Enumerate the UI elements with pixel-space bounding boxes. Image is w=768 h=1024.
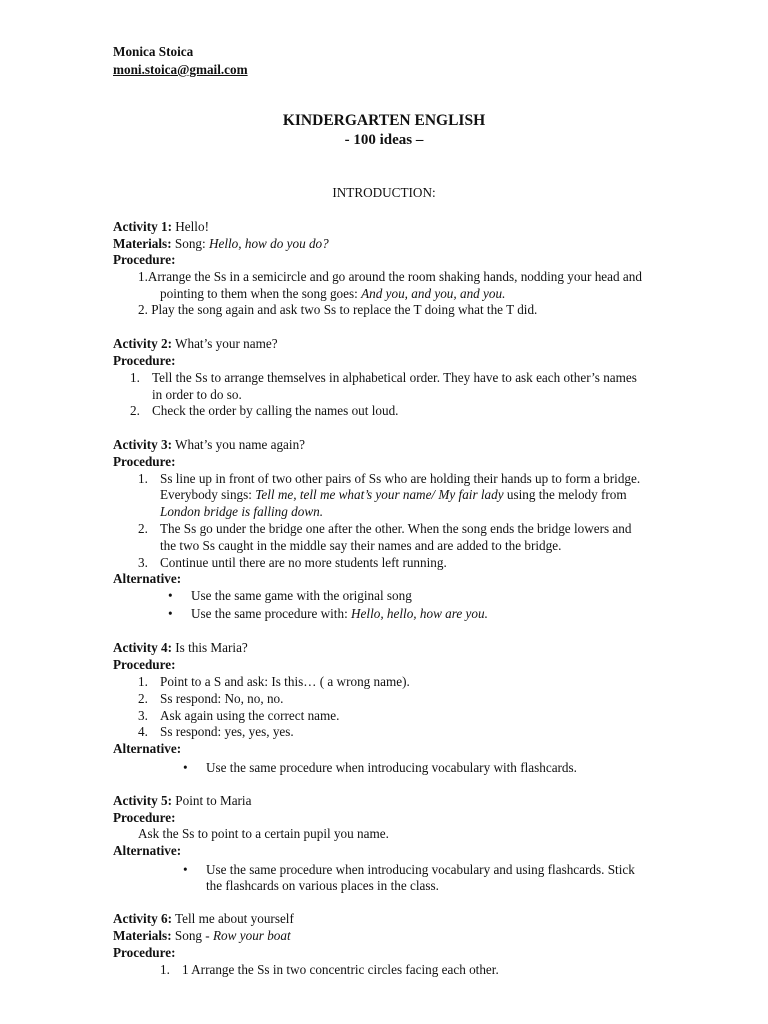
activity-3-step-2-num: 2.: [138, 521, 148, 536]
activity-2-step-2-num: 2.: [130, 403, 140, 418]
activity-2-step-1-num: 1.: [130, 370, 140, 385]
activity-3-procedure-label: Procedure:: [113, 454, 176, 469]
activity-1-step-1-cont: pointing to them when the song goes: And you, and you, and you.: [160, 286, 506, 301]
activity-4-procedure-label: Procedure:: [113, 657, 176, 672]
bullet: •: [183, 760, 188, 775]
activity-2-procedure-label: Procedure:: [113, 353, 176, 368]
bullet: •: [168, 588, 173, 603]
activity-2-step-1: Tell the Ss to arrange themselves in alphabetical order. They have to ask each other’s names: [152, 370, 637, 385]
activity-5-alternative-1: Use the same procedure when introducing vocabulary and using flashcards. Stick: [206, 862, 635, 877]
activity-4-step-1: Point to a S and ask: Is this… ( a wrong name).: [160, 674, 410, 689]
activity-1-procedure-label: Procedure:: [113, 252, 176, 267]
activity-5-heading: Activity 5: Point to Maria: [113, 793, 252, 808]
activity-3-step-3-num: 3.: [138, 555, 148, 570]
document-subtitle: - 100 ideas –: [344, 132, 424, 148]
activity-5-alternative-label: Alternative:: [113, 843, 182, 858]
activity-3-alternative-1: Use the same game with the original song: [191, 588, 412, 603]
activity-6-procedure-label: Procedure:: [113, 945, 176, 960]
activity-4-step-1-num: 1.: [138, 674, 148, 689]
section-heading: INTRODUCTION:: [332, 185, 436, 200]
activity-3-step-1-num: 1.: [138, 471, 148, 486]
activity-6-step-1-num: 1.: [160, 962, 170, 977]
author-name: Monica Stoica: [113, 44, 194, 59]
activity-3-alternative-2: Use the same procedure with: Hello, hello, how are you.: [191, 606, 488, 621]
activity-6-heading: Activity 6: Tell me about yourself: [113, 911, 294, 926]
activity-1-step-1: 1.Arrange the Ss in a semicircle and go around the room shaking hands, nodding your head and: [138, 269, 642, 284]
activity-3-step-1-cont2: London bridge is falling down.: [160, 504, 324, 519]
activity-4-heading: Activity 4: Is this Maria?: [113, 640, 248, 655]
activity-3-step-1: Ss line up in front of two other pairs of Ss who are holding their hands up to form a bridge.: [160, 471, 641, 486]
activity-4-step-2-num: 2.: [138, 691, 148, 706]
activity-4-step-4: Ss respond: yes, yes, yes.: [160, 724, 294, 739]
activity-1-materials: Materials: Song: Hello, how do you do?: [113, 236, 329, 251]
activity-3-step-1-cont: Everybody sings: Tell me, tell me what’s your name/ My fair lady using the melody from: [160, 487, 627, 502]
activity-4-alternative-1: Use the same procedure when introducing vocabulary with flashcards.: [206, 760, 577, 775]
activity-5-procedure-label: Procedure:: [113, 810, 176, 825]
activity-4-step-3: Ask again using the correct name.: [160, 708, 340, 723]
activity-3-step-3: Continue until there are no more students left running.: [160, 555, 447, 570]
activity-4-step-3-num: 3.: [138, 708, 148, 723]
activity-6-materials: Materials: Song - Row your boat: [113, 928, 291, 943]
bullet: •: [183, 862, 188, 877]
activity-1-step-2: 2. Play the song again and ask two Ss to replace the T doing what the T did.: [138, 302, 538, 317]
activity-2-heading: Activity 2: What’s your name?: [113, 336, 278, 351]
activity-4-step-4-num: 4.: [138, 724, 148, 739]
document-title: KINDERGARTEN ENGLISH: [282, 112, 486, 129]
activity-6-step-1: 1 Arrange the Ss in two concentric circles facing each other.: [182, 962, 499, 977]
activity-3-step-2-cont: the two Ss caught in the middle say their names and are added to the bridge.: [160, 538, 562, 553]
activity-2-step-2: Check the order by calling the names out loud.: [152, 403, 399, 418]
activity-3-step-2: The Ss go under the bridge one after the other. When the song ends the bridge lowers and: [160, 521, 632, 536]
activity-5-procedure-text: Ask the Ss to point to a certain pupil you name.: [138, 826, 389, 841]
activity-4-step-2: Ss respond: No, no, no.: [160, 691, 284, 706]
bullet: •: [168, 606, 173, 621]
activity-3-alternative-label: Alternative:: [113, 571, 182, 586]
activity-5-alternative-1-cont: the flashcards on various places in the class.: [206, 878, 439, 893]
activity-3-heading: Activity 3: What’s you name again?: [113, 437, 306, 452]
author-email[interactable]: moni.stoica@gmail.com: [113, 62, 248, 77]
activity-4-alternative-label: Alternative:: [113, 741, 182, 756]
activity-1-heading: Activity 1: Hello!: [113, 219, 209, 234]
activity-2-step-1-cont: in order to do so.: [152, 387, 242, 402]
